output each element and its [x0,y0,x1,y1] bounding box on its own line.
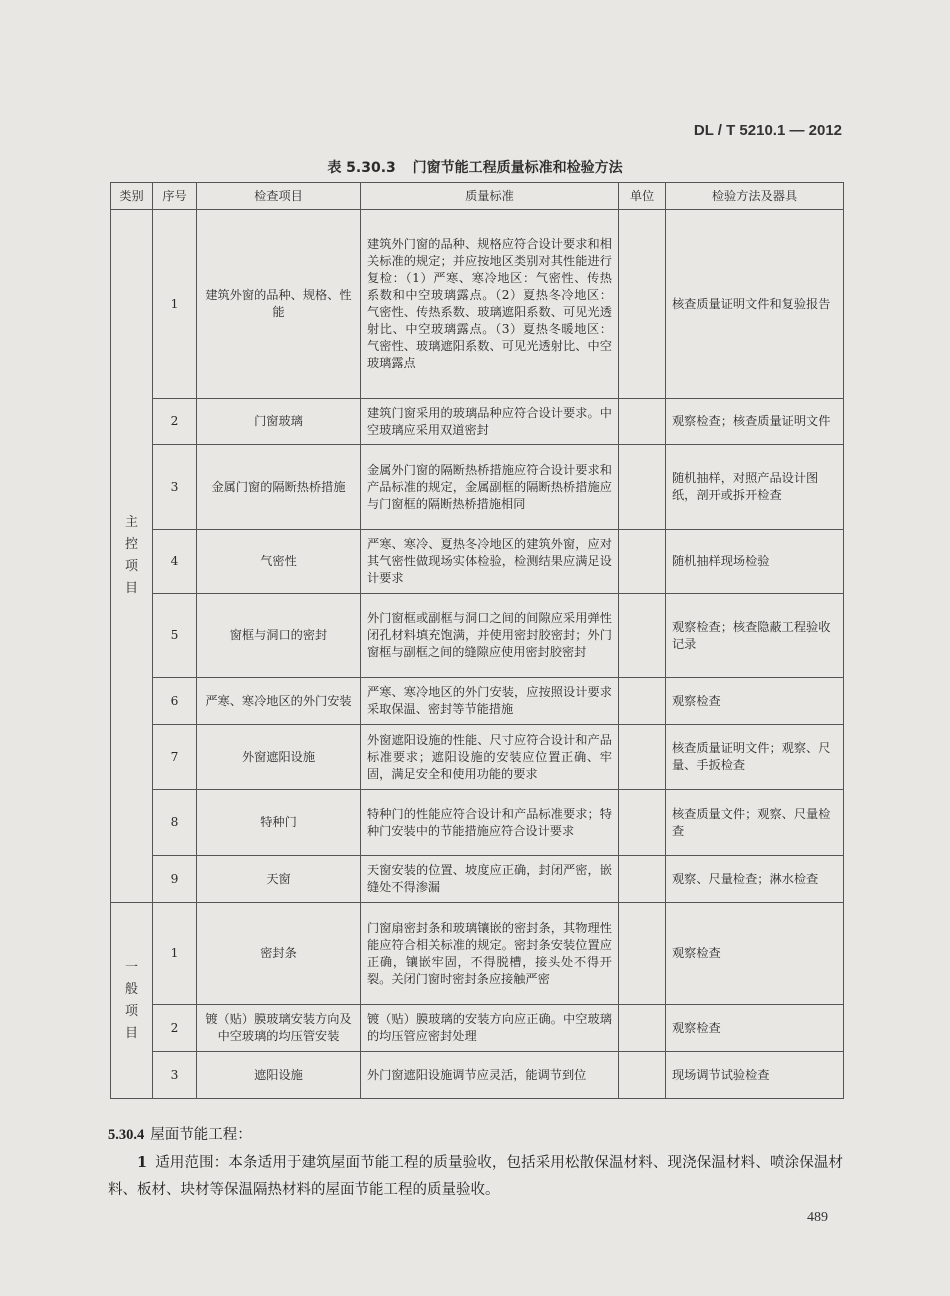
category-char: 一 [124,959,138,975]
inspection-method: 观察检查 [666,903,844,1005]
check-item: 遮阳设施 [197,1052,361,1099]
quality-standard: 严寒、寒冷、夏热冬冷地区的建筑外窗，应对其气密性做现场实体检验，检测结果应满足设计要求 [361,530,619,594]
unit [619,678,666,725]
table-header-row [111,183,844,210]
quality-standard: 外门窗框或副框与洞口之间的间隙应采用弹性闭孔材料填充饱满，并使用密封胶密封；外门窗框与副框之间的缝隙应使用密封胶密封 [361,594,619,678]
inspection-method: 现场调节试验检查 [666,1052,844,1099]
table-row [111,594,844,678]
check-item: 密封条 [197,903,361,1005]
quality-standard: 天窗安装的位置、坡度应正确，封闭严密，嵌缝处不得渗漏 [361,856,619,903]
category-char: 目 [124,581,138,596]
section-heading [108,1122,843,1149]
row-number: 1 [153,210,197,399]
column-header-category: 类别 [111,183,153,210]
standard-code: DL / T 5210.1 — 2012 [693,122,842,139]
unit [619,1052,666,1099]
quality-standard: 外窗遮阳设施的性能、尺寸应符合设计和产品标准要求；遮阳设施的安装应位置正确、牢固，满足安全和使用功能的要求 [361,725,619,790]
check-item: 金属门窗的隔断热桥措施 [197,445,361,530]
table-row [111,678,844,725]
unit [619,1005,666,1052]
row-number: 9 [153,856,197,903]
quality-standard: 特种门的性能应符合设计和产品标准要求；特种门安装中的节能措施应符合设计要求 [361,790,619,856]
unit [619,790,666,856]
category-char: 般 [124,981,138,997]
table-row [111,790,844,856]
clause-number: 1 [137,1154,148,1171]
quality-standard: 金属外门窗的隔断热桥措施应符合设计要求和产品标准的规定，金属副框的隔断热桥措施应与门窗框的隔断热桥措施相同 [361,445,619,530]
check-item: 门窗玻璃 [197,399,361,445]
category-cell-main-control [111,210,153,903]
check-item: 气密性 [197,530,361,594]
row-number: 3 [153,445,197,530]
table-row [111,399,844,445]
unit [619,856,666,903]
category-char: 目 [124,1025,138,1041]
category-char: 控 [124,537,138,552]
table-number: 表 5.30.3 [327,160,396,176]
column-header-item: 检查项目 [197,183,361,210]
row-number: 6 [153,678,197,725]
inspection-method: 观察检查 [666,1005,844,1052]
table-title-text: 门窗节能工程质量标准和检验方法 [412,160,623,176]
unit [619,530,666,594]
unit [619,399,666,445]
section-number: 5.30.4 [108,1127,145,1143]
category-char: 主 [124,515,138,530]
unit [619,210,666,399]
inspection-method: 观察检查 [666,678,844,725]
quality-standard: 镀（贴）膜玻璃的安装方向应正确。中空玻璃的均压管应密封处理 [361,1005,619,1052]
unit [619,445,666,530]
row-number: 3 [153,1052,197,1099]
check-item: 特种门 [197,790,361,856]
table-row [111,903,844,1005]
check-item: 建筑外窗的品种、规格、性能 [197,210,361,399]
section-title: 屋面节能工程： [150,1127,252,1143]
column-header-no: 序号 [153,183,197,210]
clause-text: 适用范围：本条适用于建筑屋面节能工程的质量验收，包括采用松散保温材料、现浇保温材料、喷涂保温材料、板材、块材等保温隔热材料的屋面节能工程的质量验收。 [108,1155,843,1198]
quality-standard-table [110,182,844,1099]
inspection-method: 核查质量文件；观察、尺量检查 [666,790,844,856]
page-number: 489 [807,1210,828,1225]
row-number: 4 [153,530,197,594]
inspection-method: 随机抽样现场检验 [666,530,844,594]
clause-paragraph [108,1149,843,1204]
table-row [111,210,844,399]
table-row [111,725,844,790]
inspection-method: 观察、尺量检查；淋水检查 [666,856,844,903]
unit [619,594,666,678]
table-title [0,157,950,177]
row-number: 2 [153,1005,197,1052]
quality-standard: 严寒、寒冷地区的外门安装，应按照设计要求采取保温、密封等节能措施 [361,678,619,725]
unit [619,903,666,1005]
quality-standard: 外门窗遮阳设施调节应灵活，能调节到位 [361,1052,619,1099]
category-cell-general [111,903,153,1099]
category-char: 项 [124,559,138,574]
table-row [111,445,844,530]
row-number: 1 [153,903,197,1005]
table-row [111,1005,844,1052]
column-header-standard: 质量标准 [361,183,619,210]
row-number: 5 [153,594,197,678]
table-row [111,1052,844,1099]
check-item: 镀（贴）膜玻璃安装方向及中空玻璃的均压管安装 [197,1005,361,1052]
table-row [111,530,844,594]
check-item: 外窗遮阳设施 [197,725,361,790]
quality-standard: 建筑外门窗的品种、规格应符合设计要求和相关标准的规定；并应按地区类别对其性能进行复检：（1）严寒、寒冷地区：气密性、传热系数和中空玻璃露点。（2）夏热冬冷地区：气密性、传热系数、玻璃遮阳系数、可见光透射比、中空玻璃露点。（3）夏热冬暖地区：气密性、玻璃遮阳系数、可见光透射比、中空玻璃露点 [361,210,619,399]
quality-standard: 门窗扇密封条和玻璃镶嵌的密封条，其物理性能应符合相关标准的规定。密封条安装位置应正确，镶嵌牢固，不得脱槽，接头处不得开裂。关闭门窗时密封条应接触严密 [361,903,619,1005]
table-row [111,856,844,903]
check-item: 天窗 [197,856,361,903]
inspection-method: 核查质量证明文件和复验报告 [666,210,844,399]
check-item: 窗框与洞口的密封 [197,594,361,678]
column-header-method: 检验方法及器具 [666,183,844,210]
inspection-method: 观察检查；核查质量证明文件 [666,399,844,445]
unit [619,725,666,790]
column-header-unit: 单位 [619,183,666,210]
check-item: 严寒、寒冷地区的外门安装 [197,678,361,725]
category-char: 项 [124,1003,138,1019]
inspection-method: 观察检查；核查隐蔽工程验收记录 [666,594,844,678]
quality-standard: 建筑门窗采用的玻璃品种应符合设计要求。中空玻璃应采用双道密封 [361,399,619,445]
row-number: 7 [153,725,197,790]
row-number: 8 [153,790,197,856]
section-5-30-4 [108,1122,843,1204]
inspection-method: 随机抽样，对照产品设计图纸，剖开或拆开检查 [666,445,844,530]
row-number: 2 [153,399,197,445]
inspection-method: 核查质量证明文件；观察、尺量、手扳检查 [666,725,844,790]
